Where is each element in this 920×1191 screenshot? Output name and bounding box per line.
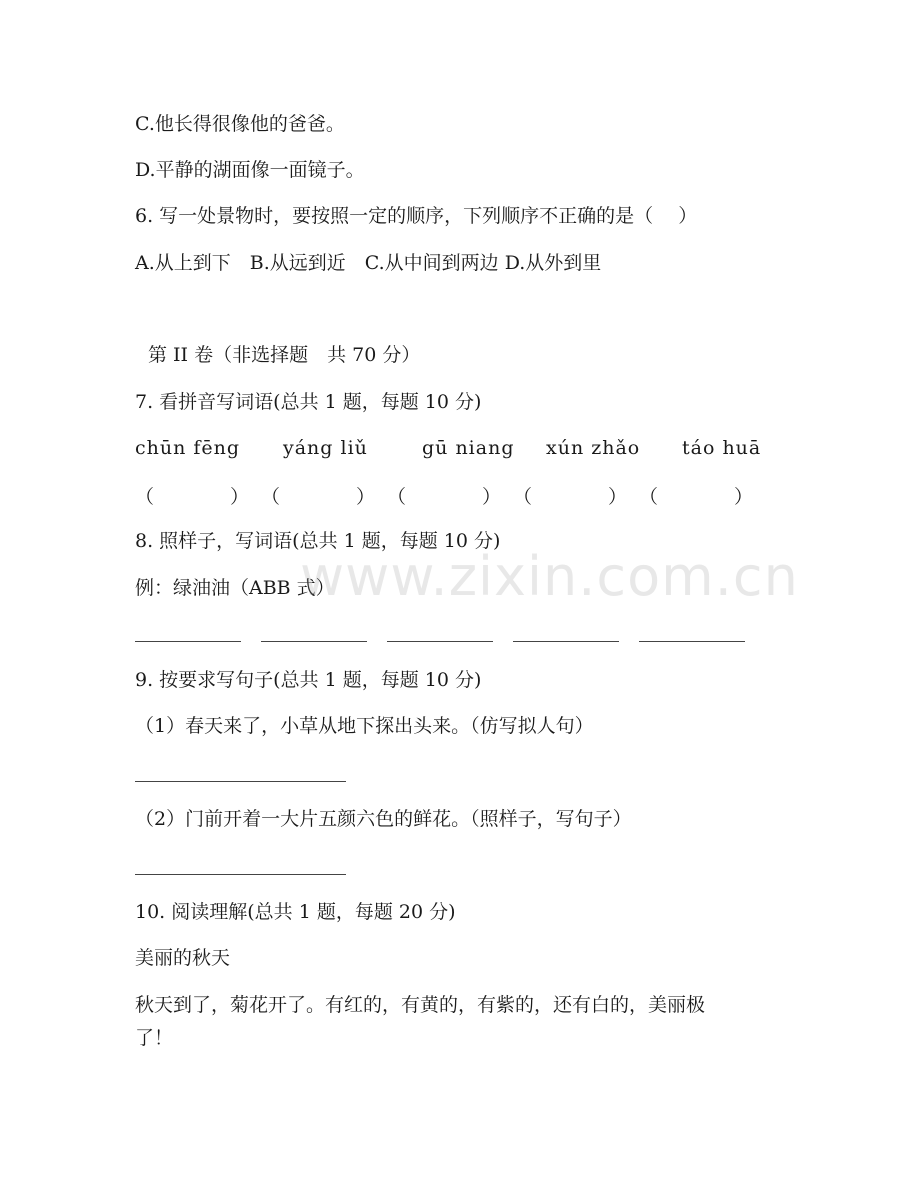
- answer-blank[interactable]: [261, 641, 367, 642]
- pinyin-item: chūn fēng: [135, 437, 241, 459]
- q7-answer-row: [135, 482, 785, 506]
- section2-title: 第 II 卷（非选择题 共 70 分）: [148, 344, 421, 366]
- answer-blank[interactable]: [387, 641, 493, 642]
- q5-option-d: D.平静的湖面像一面镜子。: [135, 159, 365, 181]
- answer-blank[interactable]: [639, 641, 745, 642]
- q6-options: A.从上到下 B.从远到近 C.从中间到两边 D.从外到里: [135, 252, 602, 274]
- q5-option-c: C.他长得很像他的爸爸。: [135, 113, 345, 135]
- q6-question: 6. 写一处景物时，要按照一定的顺序，下列顺序不正确的是（ ）: [135, 205, 698, 227]
- q7-heading: 7. 看拼音写词语(总共 1 题，每题 10 分): [135, 391, 482, 413]
- pinyin-item: gū niang: [422, 437, 515, 459]
- pinyin-item: xún zhǎo: [546, 437, 641, 459]
- answer-parens[interactable]: （ ）: [261, 486, 376, 508]
- q8-heading: 8. 照样子，写词语(总共 1 题，每题 10 分): [135, 530, 501, 552]
- answer-parens[interactable]: （ ）: [639, 486, 754, 508]
- q9-heading: 9. 按要求写句子(总共 1 题，每题 10 分): [135, 669, 482, 691]
- pinyin-item: táo huā: [682, 437, 762, 459]
- q7-pinyin-row: [135, 437, 785, 461]
- q8-example: 例：绿油油（ABB 式）: [135, 577, 335, 599]
- answer-blank[interactable]: [513, 641, 619, 642]
- answer-parens[interactable]: （ ）: [135, 486, 250, 508]
- answer-blank[interactable]: [135, 781, 346, 782]
- answer-parens[interactable]: （ ）: [387, 486, 502, 508]
- passage-line: 了！: [135, 1027, 174, 1049]
- q9-item2: （2）门前开着一大片五颜六色的鲜花。（照样子，写句子）: [135, 808, 632, 830]
- q10-heading: 10. 阅读理解(总共 1 题，每题 20 分): [135, 901, 456, 923]
- answer-blank[interactable]: [135, 641, 241, 642]
- answer-blank[interactable]: [135, 874, 346, 875]
- answer-parens[interactable]: （ ）: [513, 486, 628, 508]
- q9-item1: （1）春天来了，小草从地下探出头来。（仿写拟人句）: [135, 715, 594, 737]
- watermark-text: www.zixin.com.cn: [300, 545, 799, 608]
- passage-title: 美丽的秋天: [135, 947, 231, 969]
- pinyin-item: yáng liǔ: [283, 437, 368, 459]
- passage-line: 秋天到了，菊花开了。有红的，有黄的，有紫的，还有白的，美丽极: [135, 994, 706, 1016]
